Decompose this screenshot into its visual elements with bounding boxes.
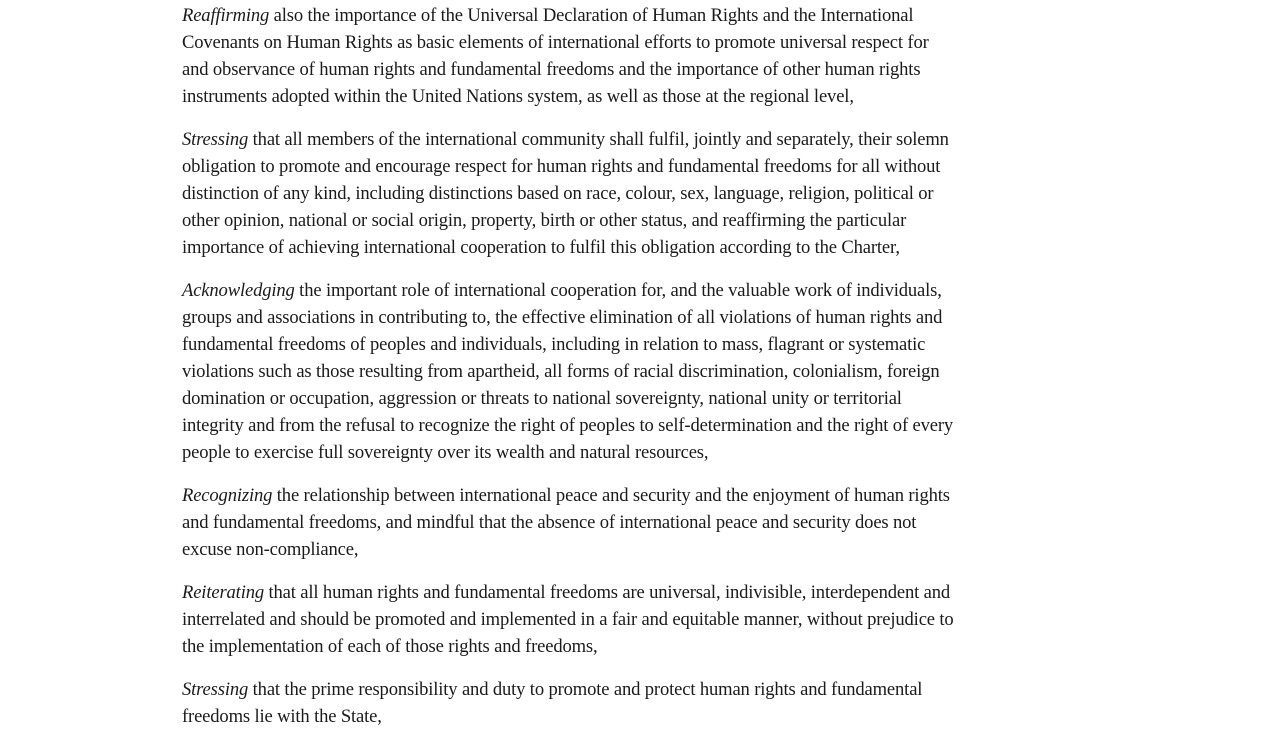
paragraph-line: integrity and from the refusal to recognize the right of peoples to self-determination and the right of every (182, 415, 954, 436)
paragraph-line: people to exercise full sovereignty over its wealth and natural resources, (182, 442, 709, 463)
paragraph-acknowledging (182, 277, 1102, 466)
paragraph-line: other opinion, national or social origin, property, birth or other status, and reaffirming the particular (182, 210, 907, 231)
paragraph-recognizing (182, 482, 1102, 563)
paragraph-line: groups and associations in contributing to, the effective elimination of all violations of human rights and (182, 307, 943, 328)
paragraph-line: freedoms lie with the State, (182, 706, 382, 727)
paragraph-line: the relationship between international peace and security and the enjoyment of human rights (272, 485, 950, 506)
paragraph-line: obligation to promote and encourage respect for human rights and fundamental freedoms for all without (182, 156, 941, 177)
paragraph-reiterating (182, 579, 1102, 660)
paragraph-lead-word: Reiterating (182, 582, 265, 603)
paragraph-line: that all members of the international community shall fulfil, jointly and separately, their solemn (248, 129, 949, 150)
paragraph-line: that the prime responsibility and duty to promote and protect human rights and fundamental (248, 679, 923, 700)
paragraph-lead-word: Reaffirming (182, 5, 270, 26)
paragraph-line: interrelated and should be promoted and implemented in a fair and equitable manner, without prejudice to (182, 609, 954, 630)
paragraph-stressing-obligation (182, 126, 1102, 261)
paragraph-line: the implementation of each of those rights and freedoms, (182, 636, 598, 657)
paragraph-lead-word: Stressing (182, 129, 249, 150)
paragraph-line: Covenants on Human Rights as basic elements of international efforts to promote universal respect for (182, 32, 929, 53)
paragraph-lead-word: Acknowledging (182, 280, 295, 301)
paragraph-line: excuse non-compliance, (182, 539, 359, 560)
paragraph-line: violations such as those resulting from apartheid, all forms of racial discrimination, colonialism, foreign (182, 361, 940, 382)
paragraph-reaffirming (182, 2, 1102, 110)
paragraph-line: also the importance of the Universal Declaration of Human Rights and the International (269, 5, 914, 26)
paragraph-line: fundamental freedoms of peoples and individuals, including in relation to mass, flagrant or systematic (182, 334, 926, 355)
paragraph-line: and fundamental freedoms, and mindful that the absence of international peace and security does not (182, 512, 917, 533)
paragraph-lead-word: Recognizing (182, 485, 273, 506)
paragraph-line: domination or occupation, aggression or threats to national sovereignty, national unity or territorial (182, 388, 902, 409)
paragraph-stressing-responsibility (182, 676, 1102, 730)
document-page (182, 2, 1102, 746)
paragraph-line: and observance of human rights and fundamental freedoms and the importance of other human rights (182, 59, 921, 80)
paragraph-line: importance of achieving international cooperation to fulfil this obligation according to the Charter, (182, 237, 900, 258)
paragraph-line: that all human rights and fundamental freedoms are universal, indivisible, interdependent and (264, 582, 951, 603)
paragraph-line: the important role of international cooperation for, and the valuable work of individuals, (294, 280, 942, 301)
paragraph-lead-word: Stressing (182, 679, 249, 700)
paragraph-line: instruments adopted within the United Nations system, as well as those at the regional level, (182, 86, 854, 107)
paragraph-line: distinction of any kind, including distinctions based on race, colour, sex, language, religion, political or (182, 183, 934, 204)
